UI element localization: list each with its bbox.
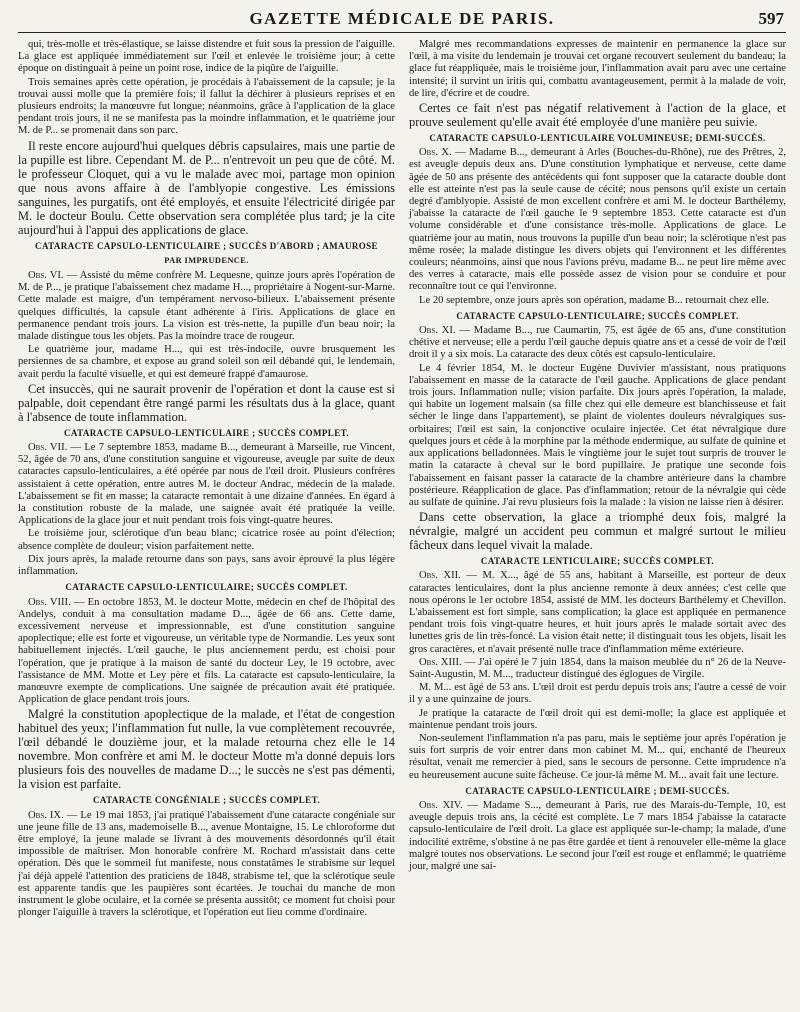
observation-label: Obs. IX. (28, 809, 64, 821)
section-heading: CATARACTE CONGÉNIALE ; SUCCÈS COMPLET. (93, 795, 320, 806)
observation-label: Obs. VI. (28, 270, 64, 282)
section-heading: CATARACTE CAPSULO-LENTICULAIRE ; DEMI-SUCCÈS. (465, 785, 730, 796)
observation-label: Obs. XII. (419, 570, 461, 582)
observation-paragraph (18, 597, 395, 707)
observation-paragraph (409, 325, 786, 362)
section-heading: CATARACTE CAPSULO-LENTICULAIRE; SUCCÈS COMPLET. (65, 582, 348, 593)
paragraph: Dix jours après, la malade retourne dans son pays, sans avoir éprouvé la plus légère inflammation. (18, 553, 395, 578)
paragraph: Il reste encore aujourd'hui quelques débris capsulaires, mais une partie de la pupille est libre. Cependant M. de P... n'entrevoit un peu que de côté. M. le professeur Cloquet, qui a vu le malade avec moi, partage mon opinion que nous avons affaire à de l'amblyopie congestive. Les émissions sanguines, les purgatifs, ont été employés, et ensuite l'électricité dirigée par M. le docteur Boulu. Cette observation sera complétée plus tard; je la cite aujourd'hui à l'appui des applications de glace. (18, 138, 395, 237)
observation-paragraph (18, 442, 395, 527)
observation-text: — Assisté du même confrère M. Lequesne, quinze jours après l'opération de M. de P..., je pratique l'abaissement chez madame H..., propriétaire à Nogent-sur-Marne. Cette malade est maigre, d'un tempérament nervoso-bilieux. L'abaissement présente quelques difficultés, la capsule étant adhérente à l'iris. Applications de glace en permanence pendant trois jours. La vision est très-nette, la pupille d'un beau noir; la malade distingue tous les objets. Pas la moindre trace de rougeur. (18, 270, 395, 343)
body-columns (18, 39, 786, 1011)
paragraph: Le quatrième jour, madame H..., qui est très-indocile, ouvre brusquement les persiennes de sa chambre, et expose au grand soleil son œil débandé qui, le lendemain, avait perdu la faculté visuelle, et qui est demeuré frappé d'amaurose. (18, 344, 395, 380)
observation-paragraph (409, 657, 786, 681)
observation-paragraph (18, 270, 395, 343)
observation-text: — Le 19 mai 1853, j'ai pratiqué l'abaissement d'une cataracte congéniale sur une jeune fille de 13 ans, mademoiselle B..., avenue Montaigne, 15. Le chloroforme dut être employé, la jeune malade se livrant à des mouvements désordonnés qu'il était impossible de maîtriser. Mon honorable confrère M. Rochard m'assistait dans cette opération. Dès que le sommeil fut manifeste, nous constatâmes le strabisme sur lequel j'ai déjà appelé l'attention des praticiens de 1848, strabisme tel, que la sclérotique seule est apparente tandis que les paupières sont écartées. Je touchai du manche de mon instrument le globe oculaire, et la cornée se présenta aussitôt; ce moment fut choisi pour plonger l'aiguille à travers la sclérotique, et l'opération eut lieu comme d'ordinaire. (18, 809, 396, 919)
journal-title: GAZETTE MÉDICALE DE PARIS. (249, 9, 555, 28)
observation-text: — En octobre 1853, M. le docteur Motte, médecin en chef de l'hôpital des Andelys, conduit à ma consultation madame D..., âgée de 66 ans. Cette dame, excessivement nerveuse et impressionnable, est d'une constitution sanguine apoplectique; elle est forte et vigoureuse, un véritable type de Normandie. Les yeux sont habituellement injectés. L'œil gauche, le plus anciennement perdu, est choisi pour l'opération, que je pratique à la maison de santé du docteur Ley, le 19 octobre, avec l'assistance de MM. Motte et Ley père et fils. La cataracte est capsulo-lenticulaire, la manœuvre exempte de complications. Une saignée de précaution avait été pratiquée. Application de glace pendant trois jours. (18, 596, 396, 706)
paragraph: Malgré la constitution apoplectique de la malade, et l'état de congestion habituel des yeux; l'inflammation fut nulle, la vue complètement recouvrée, l'œil débandé le douzième jour, et la malade retourna chez elle le 14 novembre. Mon confrère et ami M. le docteur Motte m'a donné depuis lors plusieurs fois des nouvelles de madame D...; le succès ne s'est pas démenti, la vision est parfaite. (18, 707, 395, 792)
observation-text: — J'ai opéré le 7 juin 1854, dans la maison meublée du n° 26 de la Neuve-Saint-Augustin, M. M..., traducteur distingué des églogues de Virgile. (409, 656, 786, 680)
paragraph: Le troisième jour, sclérotique d'un beau blanc; cicatrice rosée au point d'élection; absence complète de douleur; vision parfaitement nette. (18, 528, 395, 552)
section-heading: CATARACTE CAPSULO-LENTICULAIRE; SUCCÈS COMPLET. (456, 310, 739, 321)
observation-paragraph (409, 147, 786, 293)
observation-label: Obs. X. (419, 147, 452, 159)
page-header (18, 6, 786, 33)
section-heading: CATARACTE CAPSULO-LENTICULAIRE VOLUMINEUSE; DEMI-SUCCÈS. (429, 133, 766, 144)
observation-text: — M. X..., âgé de 55 ans, habitant à Marseille, est porteur de deux cataractes lenticulaires, dont la plus ancienne remonte à deux années; c'est celle que nous opérons le 1er octobre 1854, assisté de MM. les docteurs Barthélemy et Chevillon. L'abaissement est fort simple, sans complication; la glace est appliquée en permanence pendant trois fois vingt-quatre heures, et huit jours après le malade sortait avec des lunettes gris de lin très-foncé. La vision était nette; il distinguait tous les objets, lisait les gros caractères, et n'avait présenté nulle trace d'inflammation même extérieure. (409, 570, 786, 655)
observation-text: — Madame B..., demeurant à Arles (Bouches-du-Rhône), rue des Prêtres, 2, est aveugle depuis deux ans. D'une constitution lymphatique et nerveuse, cette dame âgée de 50 ans présente des antécédents qui font supposer que la cataracte double dont elle est atteinte n'est pas la seule cause de cécité; nous pensons qu'il existe un certain degré d'amblyopie. Assisté de mon excellent confrère et ami M. le docteur Barthélemy, j'abaisse la cataracte de l'œil gauche le 9 septembre 1853. Cette cataracte est d'un volume considérable et d'une consistance très-molle. Applications de glace. Le quatrième jour au matin, nous trouvons la pupille d'un beau noir; la sclérotique n'est pas même rosée; la malade distingue les divers objets qui l'environnent et les différentes couleurs; néanmoins, ainsi que nous l'avions prévu, madame B... ne peut lire même avec des verres à cataracte, mais elle possède assez de vision pour se conduire et pour reconnaître tout ce qui l'environne. (409, 147, 786, 293)
paragraph: Malgré mes recommandations expresses de maintenir en permanence la glace sur l'œil, à ma visite du lendemain je trouvai cet organe recouvert seulement du bandeau; la glace fut réappliquée, mais le troisième jour, l'inflammation avait paru avec une certaine intensité; il survint un iritis qui, combattu avantageusement, permit à la malade de voir, de lire, d'écrire et de coudre. (409, 39, 786, 99)
observation-paragraph (409, 800, 786, 873)
section-heading: CATARACTE CAPSULO-LENTICULAIRE ; SUCCÈS COMPLET. (64, 427, 349, 438)
paragraph: Le 4 février 1854, M. le docteur Eugène Duvivier m'assistant, nous pratiquons l'abaissement en masse de la cataracte de l'œil gauche. Applications de glace pendant trois jours. Inflammation nulle; vision parfaite. Dix jours après l'opération, la malade, qui habite un logement malsain (sa fille chez qui elle demeure est blanchisseuse et fait sécher le linge dans l'appartement), se plaint de violentes douleurs névralgiques sus-orbitaires; l'œil est sain, la conjonctive oculaire injectée. Cet état névralgique dure quelques jours et cède à la morphine par la méthode endermique, au sulfate de quinine et aux applications belladonnées. Mais le vingtième jour le sujet tout surpris de trouver le matin la cataracte à cheval sur le bord pupillaire. Je pratique une seconde fois l'abaissement en faisant passer la cataracte de la chambre antérieure dans la chambre postérieure. Réapplication de glace. Pas d'inflammation; retour de la névralgie qui cède au sulfate de quinine. J'ai revu plusieurs fois la malade : la vision ne laisse rien à désirer. (409, 362, 786, 508)
observation-label: Obs. XI. (419, 325, 456, 337)
observation-text: — Le 7 septembre 1853, madame B..., demeurant à Marseille, rue Vincent, 52, âgée de 70 ans, d'une constitution sanguine et vigoureuse, aveugle par suite de deux cataractes capsulo-lenticulaires, a été opérée par nous de l'œil droit. Plusieurs confrères assistaient à cette opération, entre autres M. le docteur Andrac, médecin de la malade. L'abaissement se fit en masse; la cataracte remontait à une dizaine d'années. En égard à la constitution robuste de la malade, une saignée avait été pratiquée la veille. Applications de la glace jour et nuit pendant trois fois vingt-quatre heures. (18, 442, 395, 527)
paragraph: M. M... est âgé de 53 ans. L'œil droit est perdu depuis trois ans; l'autre a cessé de voir il y a une quinzaine de jours. (409, 682, 786, 706)
observation-paragraph (409, 570, 786, 655)
paragraph: Trois semaines après cette opération, je procédais à l'abaissement de la capsule; je la trouvai aussi molle que la première fois; il fallut la déchirer à plusieurs reprises et en plusieurs endroits; la manœuvre fut longue; néanmoins, grâce à l'application de la glace pendant trois jours, il ne se manifesta pas la moindre inflammation, et le quatrième jour M. de P... se promenait dans son parc. (18, 76, 395, 137)
paragraph: Je pratique la cataracte de l'œil droit qui est demi-molle; la glace est appliquée et maintenue pendant trois jours. (409, 707, 786, 731)
observation-text: — Madame B..., rue Caumartin, 75, est âgée de 65 ans, d'une constitution chétive et nerveuse; elle a perdu l'œil gauche depuis quatre ans et a cessé de voir de l'œil droit il y a six mois. La cataracte des deux côtés est capsulo-lenticulaire. (409, 325, 786, 361)
paragraph: Le 20 septembre, onze jours après son opération, madame B... retournait chez elle. (419, 294, 770, 306)
section-heading: CATARACTE CAPSULO-LENTICULAIRE ; SUCCÈS D'ABORD ; AMAUROSE (35, 240, 378, 251)
paragraph: Certes ce fait n'est pas négatif relativement à l'action de la glace, et prouve seulement qu'elle avait été employée d'une manière peu suivie. (409, 101, 786, 130)
observation-label: Obs. VII. (28, 442, 68, 454)
observation-label: Obs. VIII. (28, 596, 71, 608)
observation-label: Obs. XIV. (419, 799, 463, 811)
paragraph: Cet insuccès, qui ne saurait provenir de l'opération et dont la cause est si palpable, doit cependant être rangé parmi les résultats dus à la glace, quant à l'absence de toute inflammation. (18, 381, 395, 424)
paragraph: qui, très-molle et très-élastique, se laisse distendre et fuit sous la pression de l'aiguille. La glace est appliquée immédiatement sur l'œil et enlevée le troisième jour; à cette époque on distinguait à peine un point rose, indice de la piqûre de l'aiguille. (18, 39, 395, 75)
right-column (409, 39, 786, 1011)
paragraph: Dans cette observation, la glace a triomphé deux fois, malgré la névralgie, malgré un accident peu commun et malgré surtout le milieu fâcheux dans lequel vivait la malade. (409, 510, 786, 553)
observation-label: Obs. XIII. (419, 656, 462, 668)
left-column (18, 39, 395, 1011)
section-subheading: PAR IMPRUDENCE. (164, 255, 249, 265)
observation-paragraph (18, 810, 395, 920)
paragraph: Non-seulement l'inflammation n'a pas paru, mais le septième jour après l'opération je suis fort surpris de voir entrer dans mon cabinet M. M... qui, enchanté de l'heureux résultat, venait me remercier à pied, sans le secours de personne. Cette imprudence n'a eu heureusement aucune suite fâcheuse. Ce jour-là même M. M... avait fait une lecture. (409, 732, 786, 781)
observation-text: — Madame S..., demeurant à Paris, rue des Marais-du-Temple, 10, est aveugle depuis trois ans, la cécité est complète. Le 7 mars 1854 j'abaisse la cataracte capsulo-lenticulaire de l'œil droit. La glace est appliquée sur-le-champ; la malade, d'une indocilité extrême, s'obstine à ne pas être gardée et tient à renouveler elle-même la glace malgré toutes nos observations. Le second jour l'œil est rouge et enflammé; le quatrième jour, malgré une sai- (409, 799, 786, 872)
section-heading: CATARACTE LENTICULAIRE; SUCCÈS COMPLET. (480, 556, 715, 567)
page-number: 597 (758, 9, 784, 28)
